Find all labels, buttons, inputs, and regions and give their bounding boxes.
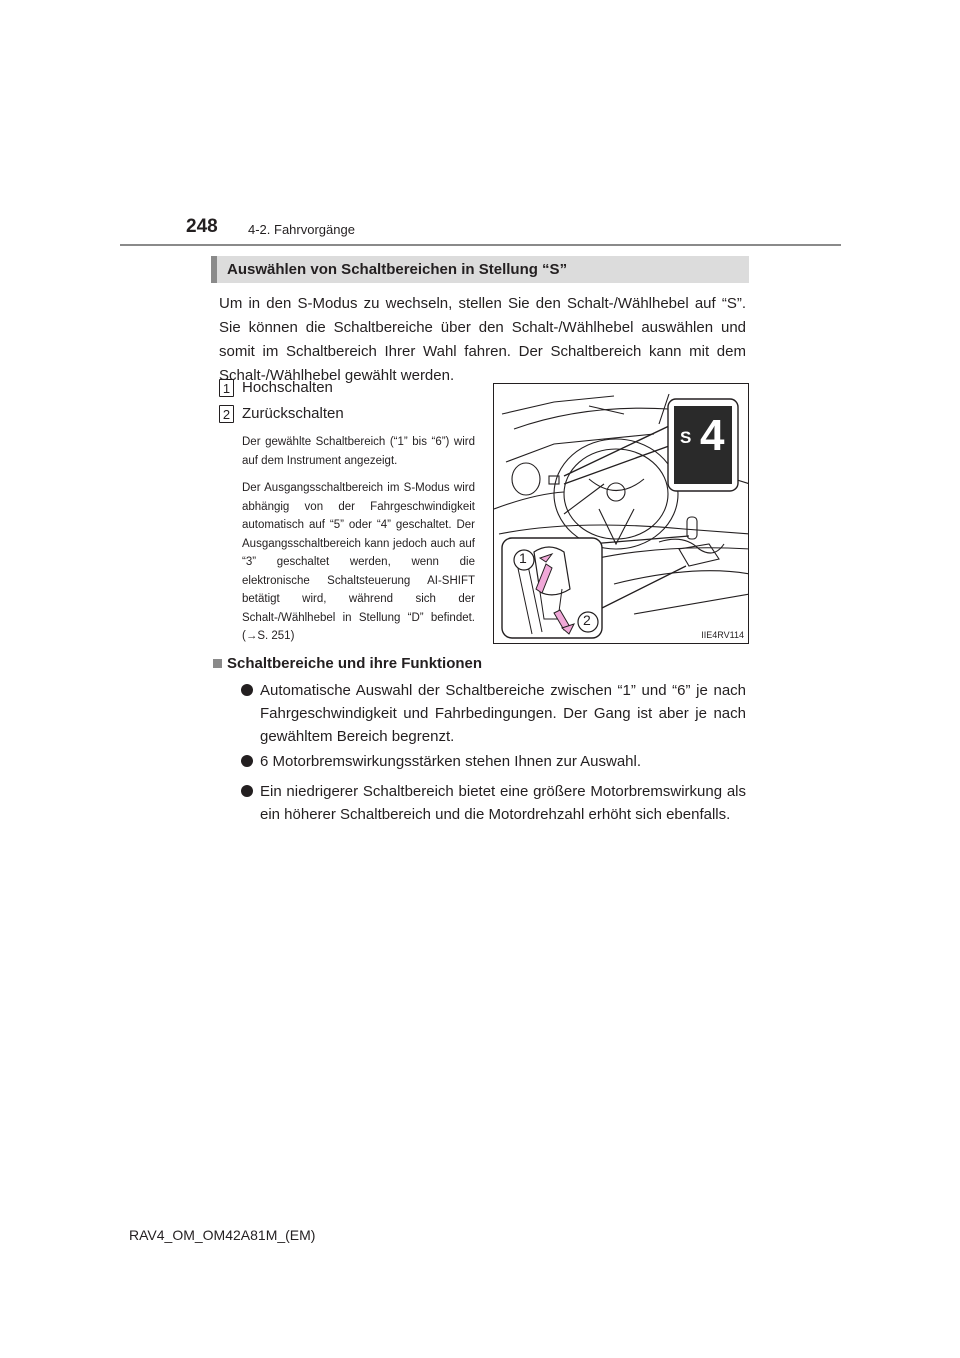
callout-number-1: 1: [519, 550, 527, 566]
display-mode-letter: S: [680, 428, 692, 447]
note-display: Der gewählte Schaltbereich (“1” bis “6”) wird auf dem Instrument angezeigt.: [242, 436, 475, 467]
figure-code: IIE4RV114: [701, 630, 744, 640]
bullet-item-automatic: Automatische Auswahl der Schaltbereiche zwischen “1” und “6” je nach Fahrgeschwindigkeit und Fahrbedingungen. Der Gang ist aber je nach gewähltem Bereich begrenzt.: [260, 682, 746, 745]
note-initial-range: Der Ausgangsschaltbereich im S-Modus wird abhängig von der Fahrgeschwindigkeit automatisch auf “5” oder “4” geschaltet. Der Ausgangsschaltbereich kann jedoch auch auf “3” geschaltet werden, wenn die elektronische Schaltsteuerung AI-SHIFT betätigt wird, während sich der Schalt-/Wählhebel in Stellung “D” befindet. (→S. 251): [242, 482, 475, 642]
bullet-item-engine-brake: 6 Motorbremswirkungsstärken stehen Ihnen zur Auswahl.: [260, 753, 642, 770]
display-gear-number: 4: [700, 411, 725, 460]
footer-document-id: RAV4_OM_OM42A81M_(EM): [129, 1227, 316, 1243]
list-heading: Schaltbereiche und ihre Funktionen: [227, 655, 483, 672]
callout-number-2: 2: [583, 612, 591, 628]
shift-lever-illustration: [493, 383, 749, 644]
bullet-icon: [241, 785, 253, 797]
section-title: 4-2. Fahrvorgänge: [248, 222, 355, 237]
legend-number-2: 2: [219, 405, 234, 423]
legend-label-downshift: Zurückschalten: [242, 405, 344, 422]
bullet-icon: [241, 755, 253, 767]
legend-number-1: 1: [219, 379, 234, 397]
square-bullet-icon: [213, 659, 222, 668]
header-rule: [120, 244, 841, 246]
legend-label-upshift: Hochschalten: [242, 379, 333, 396]
bullet-item-lower-range: Ein niedrigerer Schaltbereich bietet eine größere Motorbremswirkung als ein höherer Schaltbereich und die Motordrehzahl erhöht sich ebenfalls.: [260, 783, 746, 823]
page-number: 248: [186, 216, 218, 237]
intro-paragraph: Um in den S-Modus zu wechseln, stellen Sie den Schalt-/Wählhebel auf “S”. Sie können die Schaltbereiche über den Schalt-/Wählhebel auswählen und somit im Schaltbereich Ihrer Wahl fahren. Der Schaltbereich kann mit dem Schalt-/Wählhebel gewählt werden.: [219, 295, 746, 384]
bullet-icon: [241, 684, 253, 696]
subheading: Auswählen von Schaltbereichen in Stellung “S”: [211, 256, 749, 283]
